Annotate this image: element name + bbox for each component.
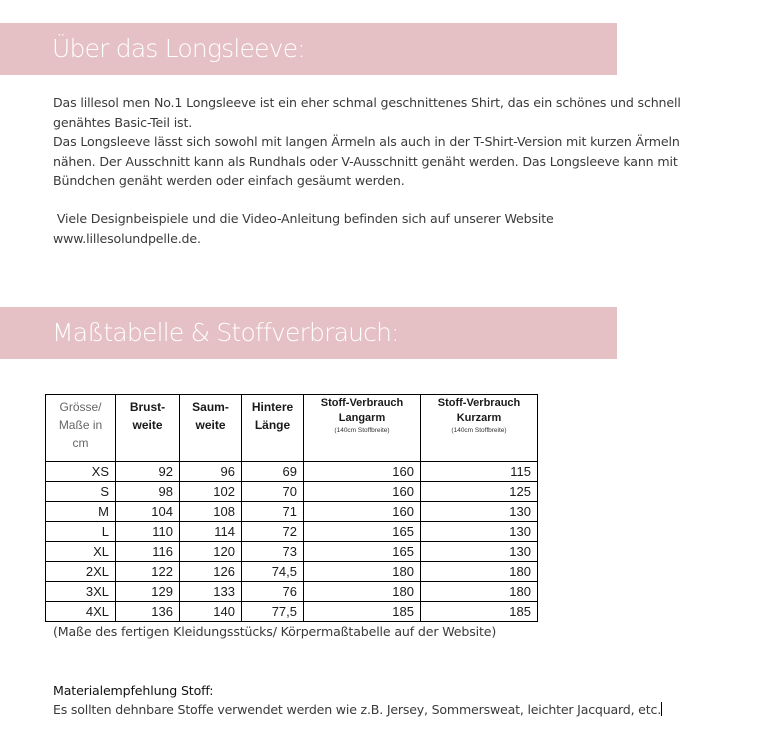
cell-kurzarm: 130 [421, 522, 538, 542]
cell-saumweite: 133 [180, 582, 242, 602]
website-url: www.lillesolundpelle.de. [53, 230, 201, 246]
header-brustweite [116, 395, 180, 462]
cell-size: 3XL [46, 582, 116, 602]
table-row [46, 582, 538, 602]
cell-kurzarm: 180 [421, 562, 538, 582]
cell-laenge: 72 [242, 522, 304, 542]
cell-laenge: 74,5 [242, 562, 304, 582]
header-text: Stoff-Verbrauch [437, 397, 521, 409]
cell-kurzarm: 130 [421, 502, 538, 522]
cell-size: XS [46, 462, 116, 482]
cell-size: 2XL [46, 562, 116, 582]
material-text-content: Es sollten dehnbare Stoffe verwendet werden wie z.B. Jersey, Sommersweat, leichter Jacquard, etc. [53, 702, 661, 717]
table-row [46, 562, 538, 582]
header-saumweite [180, 395, 242, 462]
description-line: Das lillesol men No.1 Longsleeve ist ein eher schmal geschnittenes Shirt, das ein schönes und schnell [53, 95, 681, 110]
description-line: Bündchen genäht werden oder einfach gesäumt werden. [53, 173, 405, 188]
website-line: Viele Designbeispiele und die Video-Anleitung befinden sich auf unserer Website [53, 211, 554, 226]
table-row [46, 462, 538, 482]
cell-brustweite: 110 [116, 522, 180, 542]
cell-laenge: 70 [242, 482, 304, 502]
cell-size: XL [46, 542, 116, 562]
header-text: cm [72, 436, 89, 450]
header-text: Länge [254, 418, 291, 432]
cell-saumweite: 108 [180, 502, 242, 522]
cell-saumweite: 96 [180, 462, 242, 482]
description-line: Das Longsleeve lässt sich sowohl mit langen Ärmeln als auch in der T-Shirt-Version mit kurzen Ärmeln [53, 134, 680, 149]
cell-kurzarm: 115 [421, 462, 538, 482]
cell-laenge: 71 [242, 502, 304, 522]
cell-langarm: 165 [304, 542, 421, 562]
table-row [46, 482, 538, 502]
header-stoff-kurzarm [421, 395, 538, 462]
material-heading: Materialempfehlung Stoff: [53, 683, 214, 698]
cell-langarm: 165 [304, 522, 421, 542]
cell-laenge: 73 [242, 542, 304, 562]
header-text: weite [132, 418, 163, 432]
section-header-size-table [0, 307, 617, 359]
cell-laenge: 76 [242, 582, 304, 602]
table-row [46, 502, 538, 522]
cell-langarm: 160 [304, 502, 421, 522]
material-text[interactable] [53, 702, 662, 717]
cell-brustweite: 116 [116, 542, 180, 562]
cell-langarm: 160 [304, 482, 421, 502]
table-row [46, 522, 538, 542]
section-title-about: Über das Longsleeve: [52, 34, 305, 63]
cell-size: 4XL [46, 602, 116, 622]
section-header-about [0, 23, 617, 75]
cell-brustweite: 136 [116, 602, 180, 622]
cell-langarm: 160 [304, 462, 421, 482]
description-paragraph [53, 93, 733, 191]
cell-kurzarm: 125 [421, 482, 538, 502]
cell-langarm: 185 [304, 602, 421, 622]
website-paragraph [53, 209, 733, 248]
header-text: Brust- [129, 400, 166, 414]
cell-saumweite: 102 [180, 482, 242, 502]
cell-saumweite: 120 [180, 542, 242, 562]
cell-size: M [46, 502, 116, 522]
header-text: Grösse/ [59, 400, 102, 414]
header-text: Maße in [58, 418, 103, 432]
header-text: Saum- [192, 400, 229, 414]
header-text: Kurzarm [456, 412, 502, 424]
table-row [46, 542, 538, 562]
size-table [45, 394, 538, 622]
header-hintere-laenge [242, 395, 304, 462]
cell-langarm: 180 [304, 562, 421, 582]
cell-kurzarm: 180 [421, 582, 538, 602]
text-cursor [661, 702, 662, 716]
size-table-header-row [46, 395, 538, 462]
cell-brustweite: 92 [116, 462, 180, 482]
header-size [46, 395, 116, 462]
cell-kurzarm: 130 [421, 542, 538, 562]
cell-brustweite: 129 [116, 582, 180, 602]
cell-saumweite: 140 [180, 602, 242, 622]
table-row [46, 602, 538, 622]
cell-laenge: 69 [242, 462, 304, 482]
cell-laenge: 77,5 [242, 602, 304, 622]
header-stoff-langarm [304, 395, 421, 462]
cell-langarm: 180 [304, 582, 421, 602]
cell-saumweite: 114 [180, 522, 242, 542]
description-line: genähtes Basic-Teil ist. [53, 114, 193, 130]
section-title-size-table: Maßtabelle & Stoffverbrauch: [52, 318, 399, 347]
cell-saumweite: 126 [180, 562, 242, 582]
description-line: nähen. Der Ausschnitt kann als Rundhals oder V-Ausschnitt genäht werden. Das Longsleeve kann mit [53, 153, 678, 169]
cell-size: L [46, 522, 116, 542]
table-note: (Maße des fertigen Kleidungsstücks/ Körpermaßtabelle auf der Website) [53, 624, 497, 639]
header-subtext: (140cm Stoffbreite) [451, 427, 507, 434]
cell-brustweite: 104 [116, 502, 180, 522]
header-text: weite [195, 418, 226, 432]
cell-brustweite: 98 [116, 482, 180, 502]
header-text: Hintere [251, 400, 294, 414]
cell-brustweite: 122 [116, 562, 180, 582]
cell-kurzarm: 185 [421, 602, 538, 622]
header-text: Langarm [338, 412, 386, 424]
header-subtext: (140cm Stoffbreite) [334, 427, 390, 434]
cell-size: S [46, 482, 116, 502]
header-text: Stoff-Verbrauch [320, 397, 404, 409]
